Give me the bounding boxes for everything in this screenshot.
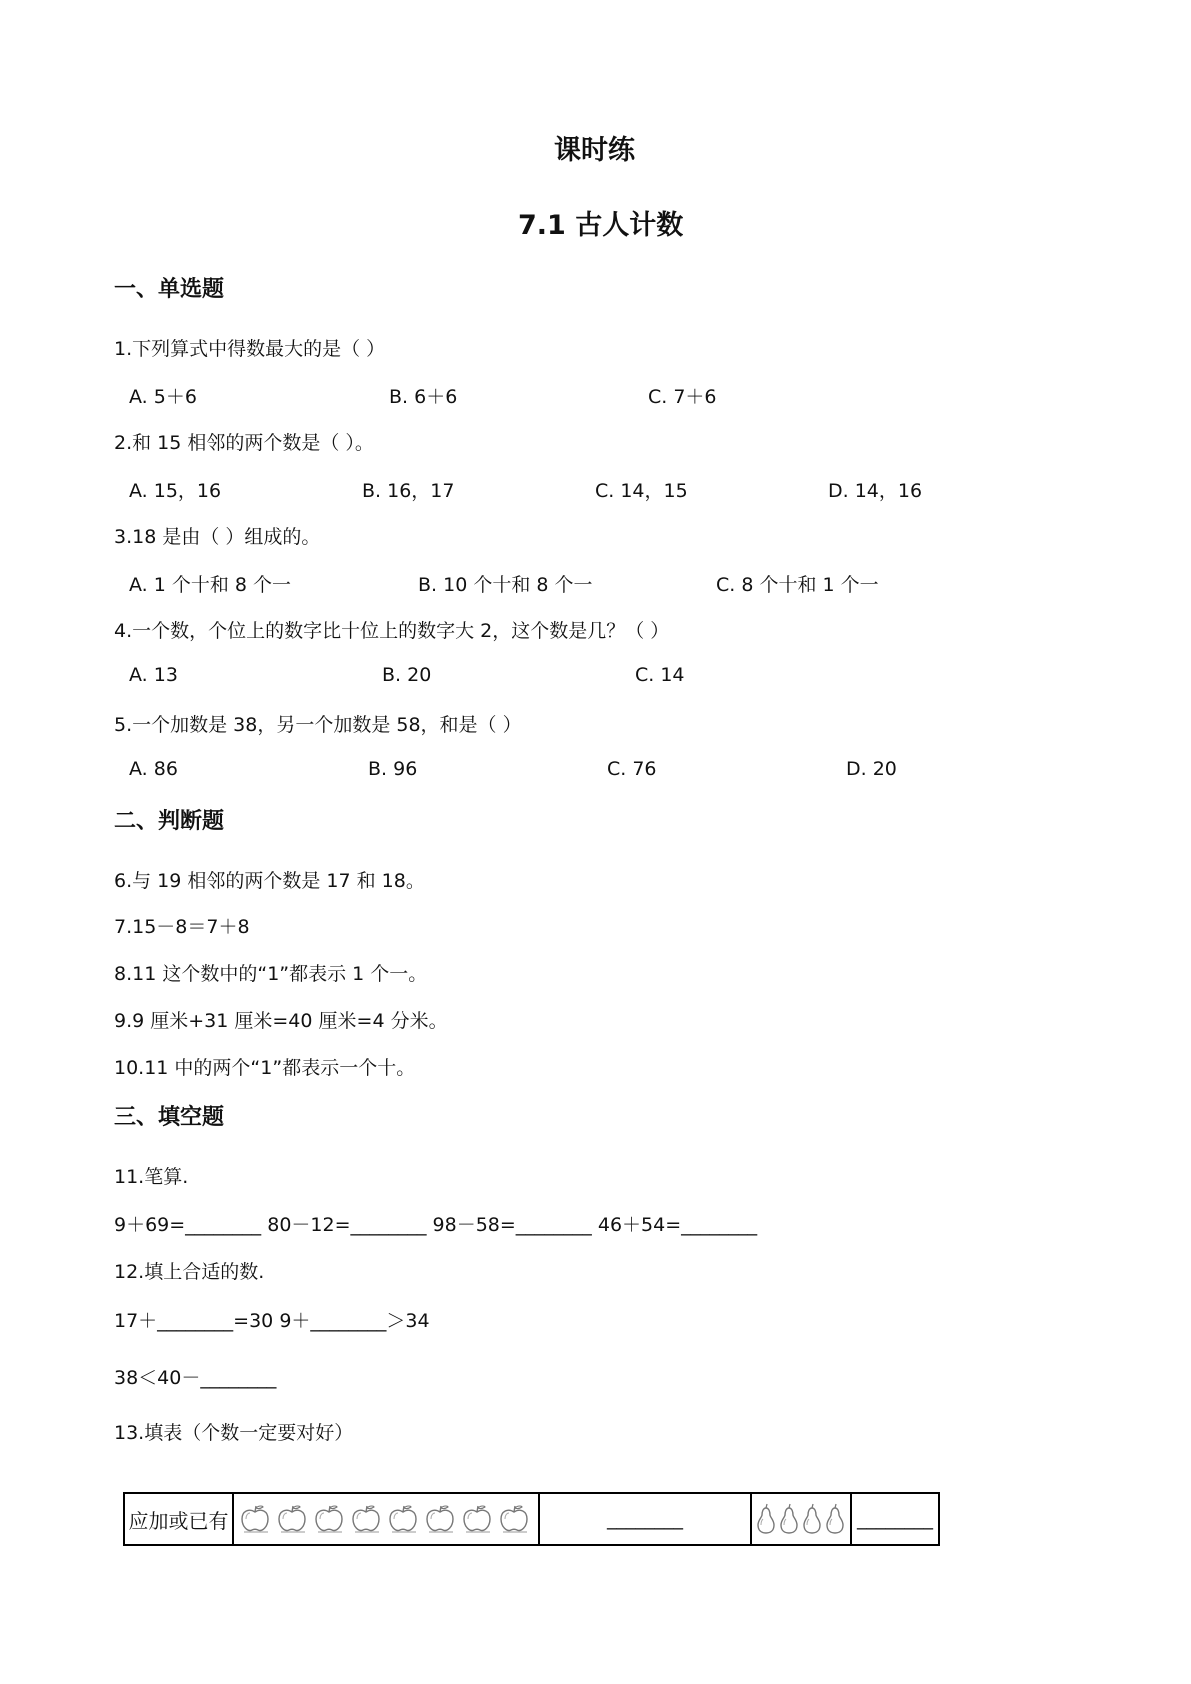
apple-group — [234, 1504, 538, 1534]
question-5-option-b: B. 96 — [368, 758, 418, 780]
question-8: 8.11 这个数中的“1”都表示 1 个一。 — [114, 963, 428, 985]
question-1-option-b: B. 6＋6 — [389, 386, 458, 408]
question-3-option-b: B. 10 个十和 8 个一 — [418, 574, 593, 596]
pear-icon — [779, 1503, 799, 1535]
apple-icon — [238, 1504, 272, 1534]
question-2-option-c: C. 14，15 — [595, 480, 688, 502]
page-title: 课时练 — [554, 135, 635, 166]
fill-table-blank-1[interactable]: ________ — [539, 1493, 751, 1545]
question-11-stem: 11.笔算. — [114, 1166, 189, 1188]
question-5-option-d: D. 20 — [846, 758, 897, 780]
fill-table — [123, 1492, 940, 1546]
page-subtitle: 7.1 古人计数 — [518, 210, 684, 241]
pear-group — [752, 1503, 850, 1535]
question-2-option-b: B. 16，17 — [362, 480, 455, 502]
fill-table-blank-2[interactable]: ________ — [851, 1493, 939, 1545]
apple-icon — [460, 1504, 494, 1534]
fill-table-row — [124, 1493, 939, 1545]
pear-icon — [756, 1503, 776, 1535]
question-12-stem: 12.填上合适的数. — [114, 1261, 265, 1283]
question-3-stem: 3.18 是由（ ）组成的。 — [114, 526, 321, 548]
question-4-option-b: B. 20 — [382, 664, 432, 686]
apple-icon — [312, 1504, 346, 1534]
question-3-option-c: C. 8 个十和 1 个一 — [716, 574, 879, 596]
question-7: 7.15－8＝7＋8 — [114, 916, 250, 938]
apple-icon — [386, 1504, 420, 1534]
question-3-option-a: A. 1 个十和 8 个一 — [129, 574, 292, 596]
question-13-stem: 13.填表（个数一定要对好） — [114, 1422, 354, 1444]
question-5-option-c: C. 76 — [607, 758, 657, 780]
pear-icon — [825, 1503, 845, 1535]
fill-table-pears-cell — [751, 1493, 851, 1545]
question-12-line-2: 38＜40－________ — [114, 1367, 277, 1389]
question-2-option-a: A. 15，16 — [129, 480, 222, 502]
question-4-option-c: C. 14 — [635, 664, 685, 686]
section-heading-judge: 二、判断题 — [114, 809, 225, 834]
apple-icon — [497, 1504, 531, 1534]
section-heading-fill: 三、填空题 — [114, 1105, 225, 1130]
question-5-stem: 5.一个加数是 38，另一个加数是 58，和是（ ） — [114, 714, 522, 736]
question-2-option-d: D. 14，16 — [828, 480, 923, 502]
apple-icon — [275, 1504, 309, 1534]
fill-table-label: 应加或已有 — [124, 1493, 233, 1545]
question-1-option-a: A. 5＋6 — [129, 386, 197, 408]
question-5-option-a: A. 86 — [129, 758, 178, 780]
pear-icon — [802, 1503, 822, 1535]
section-heading-mcq: 一、单选题 — [114, 277, 225, 302]
apple-icon — [349, 1504, 383, 1534]
question-12-line-1: 17＋________=30 9＋________＞34 — [114, 1310, 430, 1332]
question-9: 9.9 厘米+31 厘米=40 厘米=4 分米。 — [114, 1010, 448, 1032]
apple-icon — [423, 1504, 457, 1534]
question-10: 10.11 中的两个“1”都表示一个十。 — [114, 1057, 416, 1079]
question-1-option-c: C. 7＋6 — [648, 386, 717, 408]
question-4-option-a: A. 13 — [129, 664, 178, 686]
question-6: 6.与 19 相邻的两个数是 17 和 18。 — [114, 870, 425, 892]
question-4-stem: 4.一个数，个位上的数字比十位上的数字大 2，这个数是几？（ ） — [114, 620, 670, 642]
fill-table-apples-cell — [233, 1493, 539, 1545]
question-2-stem: 2.和 15 相邻的两个数是（ ）。 — [114, 432, 374, 454]
question-1-stem: 1.下列算式中得数最大的是（ ） — [114, 338, 386, 360]
question-11-line: 9＋69=________ 80－12=________ 98－58=________ 46＋54=________ — [114, 1214, 758, 1236]
